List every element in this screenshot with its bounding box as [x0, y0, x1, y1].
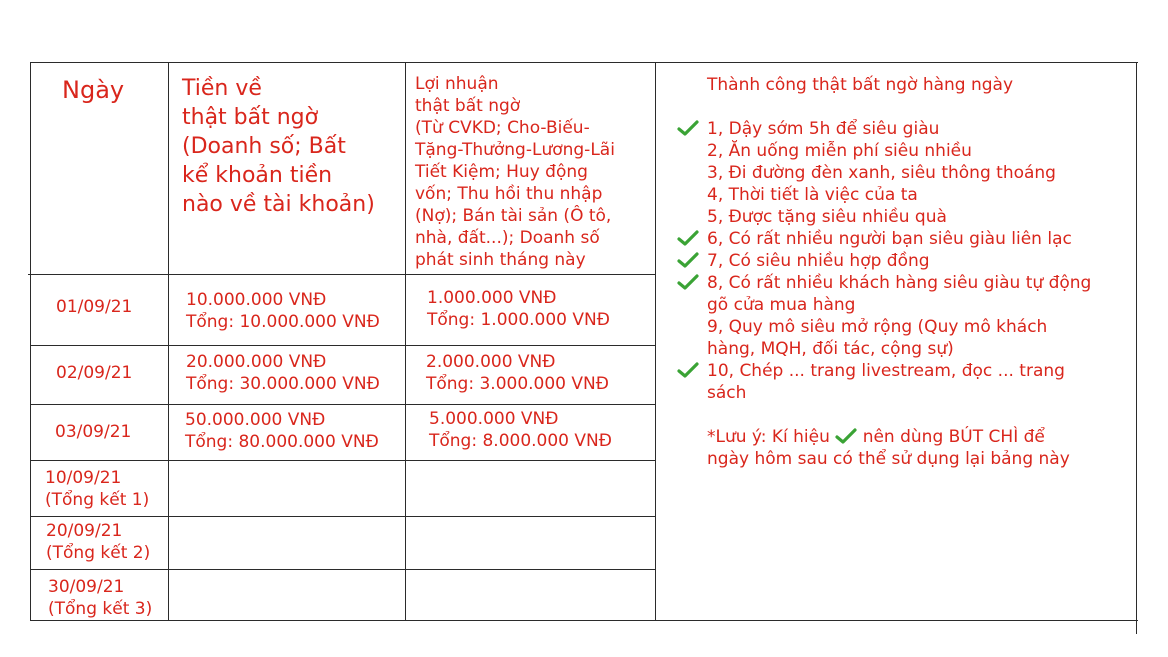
- money-total: Tổng: 80.000.000 VNĐ: [185, 432, 379, 452]
- check-icon: [677, 273, 699, 291]
- header-profit-line: phát sinh tháng này: [415, 250, 586, 270]
- header-profit-line: Lợi nhuận: [415, 74, 499, 94]
- row-date: 03/09/21: [55, 422, 132, 442]
- row-date: [48, 576, 152, 620]
- row-money: [185, 409, 379, 453]
- grid-line: [1136, 62, 1137, 634]
- money-total: Tổng: 10.000.000 VNĐ: [186, 312, 380, 332]
- money-amount: 20.000.000 VNĐ: [186, 352, 327, 372]
- header-date: Ngày: [62, 76, 125, 104]
- summary-date: 10/09/21: [45, 468, 122, 488]
- header-profit: [415, 73, 653, 271]
- goal-item: 4, Thời tiết là việc của ta: [707, 185, 918, 205]
- grid-line: [30, 460, 656, 461]
- check-icon: [677, 251, 699, 269]
- header-money-line: thật bất ngờ: [182, 105, 319, 130]
- profit-total: Tổng: 1.000.000 VNĐ: [427, 310, 610, 330]
- goals-note: [707, 426, 1117, 448]
- grid-line: [30, 569, 656, 570]
- check-icon: [677, 119, 699, 137]
- goal-item: 1, Dậy sớm 5h để siêu giàu: [707, 119, 940, 139]
- profit-amount: 5.000.000 VNĐ: [429, 409, 559, 429]
- grid-line: [168, 62, 169, 621]
- check-icon: [677, 229, 699, 247]
- grid-line: [30, 345, 656, 346]
- check-icon: [677, 361, 699, 379]
- note-text: *Lưu ý: Kí hiệu: [707, 427, 830, 447]
- grid-line: [30, 62, 1138, 63]
- goal-item: 3, Đi đường đèn xanh, siêu thông thoáng: [707, 163, 1056, 183]
- grid-line: [28, 274, 656, 275]
- header-profit-line: vốn; Thu hồi thu nhập: [415, 184, 603, 204]
- header-profit-line: thật bất ngờ: [415, 96, 521, 116]
- header-profit-line: Tặng-Thưởng-Lương-Lãi: [415, 140, 615, 160]
- goal-item: 5, Được tặng siêu nhiều quà: [707, 207, 947, 227]
- row-date: 02/09/21: [56, 363, 133, 383]
- row-profit: [429, 408, 612, 452]
- row-profit: [427, 287, 610, 331]
- summary-date: 30/09/21: [48, 577, 125, 597]
- note-text: nên dùng BÚT CHÌ để: [862, 427, 1045, 447]
- profit-amount: 2.000.000 VNĐ: [426, 352, 556, 372]
- row-money: [186, 289, 380, 333]
- goals-title: Thành công thật bất ngờ hàng ngày: [707, 75, 1014, 95]
- goal-item: 6, Có rất nhiều người bạn siêu giàu liên lạc: [707, 229, 1072, 249]
- header-money-line: (Doanh số; Bất: [182, 134, 346, 159]
- grid-line: [30, 62, 31, 621]
- goal-item: sách: [707, 383, 747, 403]
- goal-item: gõ cửa mua hàng: [707, 295, 856, 315]
- profit-amount: 1.000.000 VNĐ: [427, 288, 557, 308]
- header-profit-line: (Nợ); Bán tài sản (Ô tô,: [415, 206, 612, 226]
- header-profit-line: (Từ CVKD; Cho-Biếu-: [415, 118, 590, 138]
- header-money-line: kể khoản tiền: [182, 163, 333, 188]
- goal-item: 9, Quy mô siêu mở rộng (Quy mô khách: [707, 317, 1048, 337]
- note-line: ngày hôm sau có thể sử dụng lại bảng này: [707, 449, 1070, 469]
- grid-line: [655, 62, 656, 621]
- money-amount: 10.000.000 VNĐ: [186, 290, 327, 310]
- row-date: 01/09/21: [56, 297, 133, 317]
- goal-item: 7, Có siêu nhiều hợp đồng: [707, 251, 930, 271]
- header-profit-line: nhà, đất...); Doanh số: [415, 228, 600, 248]
- goal-item: 8, Có rất nhiều khách hàng siêu giàu tự động: [707, 273, 1092, 293]
- header-profit-line: Tiết Kiệm; Huy động: [415, 162, 588, 182]
- profit-total: Tổng: 3.000.000 VNĐ: [426, 374, 609, 394]
- check-icon: [835, 427, 857, 445]
- goal-item: 2, Ăn uống miễn phí siêu nhiều: [707, 141, 972, 161]
- row-date: [46, 520, 150, 564]
- grid-line: [30, 404, 656, 405]
- header-money: [182, 74, 412, 219]
- row-profit: [426, 351, 609, 395]
- summary-label: (Tổng kết 1): [45, 490, 150, 510]
- row-money: [186, 351, 380, 395]
- profit-total: Tổng: 8.000.000 VNĐ: [429, 431, 612, 451]
- header-money-line: nào về tài khoản): [182, 192, 375, 217]
- goal-item: hàng, MQH, đối tác, cộng sự): [707, 339, 954, 359]
- money-amount: 50.000.000 VNĐ: [185, 410, 326, 430]
- row-date: [45, 467, 149, 511]
- money-total: Tổng: 30.000.000 VNĐ: [186, 374, 380, 394]
- summary-label: (Tổng kết 3): [48, 599, 153, 619]
- summary-date: 20/09/21: [46, 521, 123, 541]
- grid-line: [30, 620, 1138, 621]
- goals-panel: [707, 74, 1117, 470]
- grid-line: [30, 516, 656, 517]
- summary-label: (Tổng kết 2): [46, 543, 151, 563]
- header-money-line: Tiền về: [182, 76, 262, 101]
- goal-item: 10, Chép ... trang livestream, đọc ... trang: [707, 361, 1065, 381]
